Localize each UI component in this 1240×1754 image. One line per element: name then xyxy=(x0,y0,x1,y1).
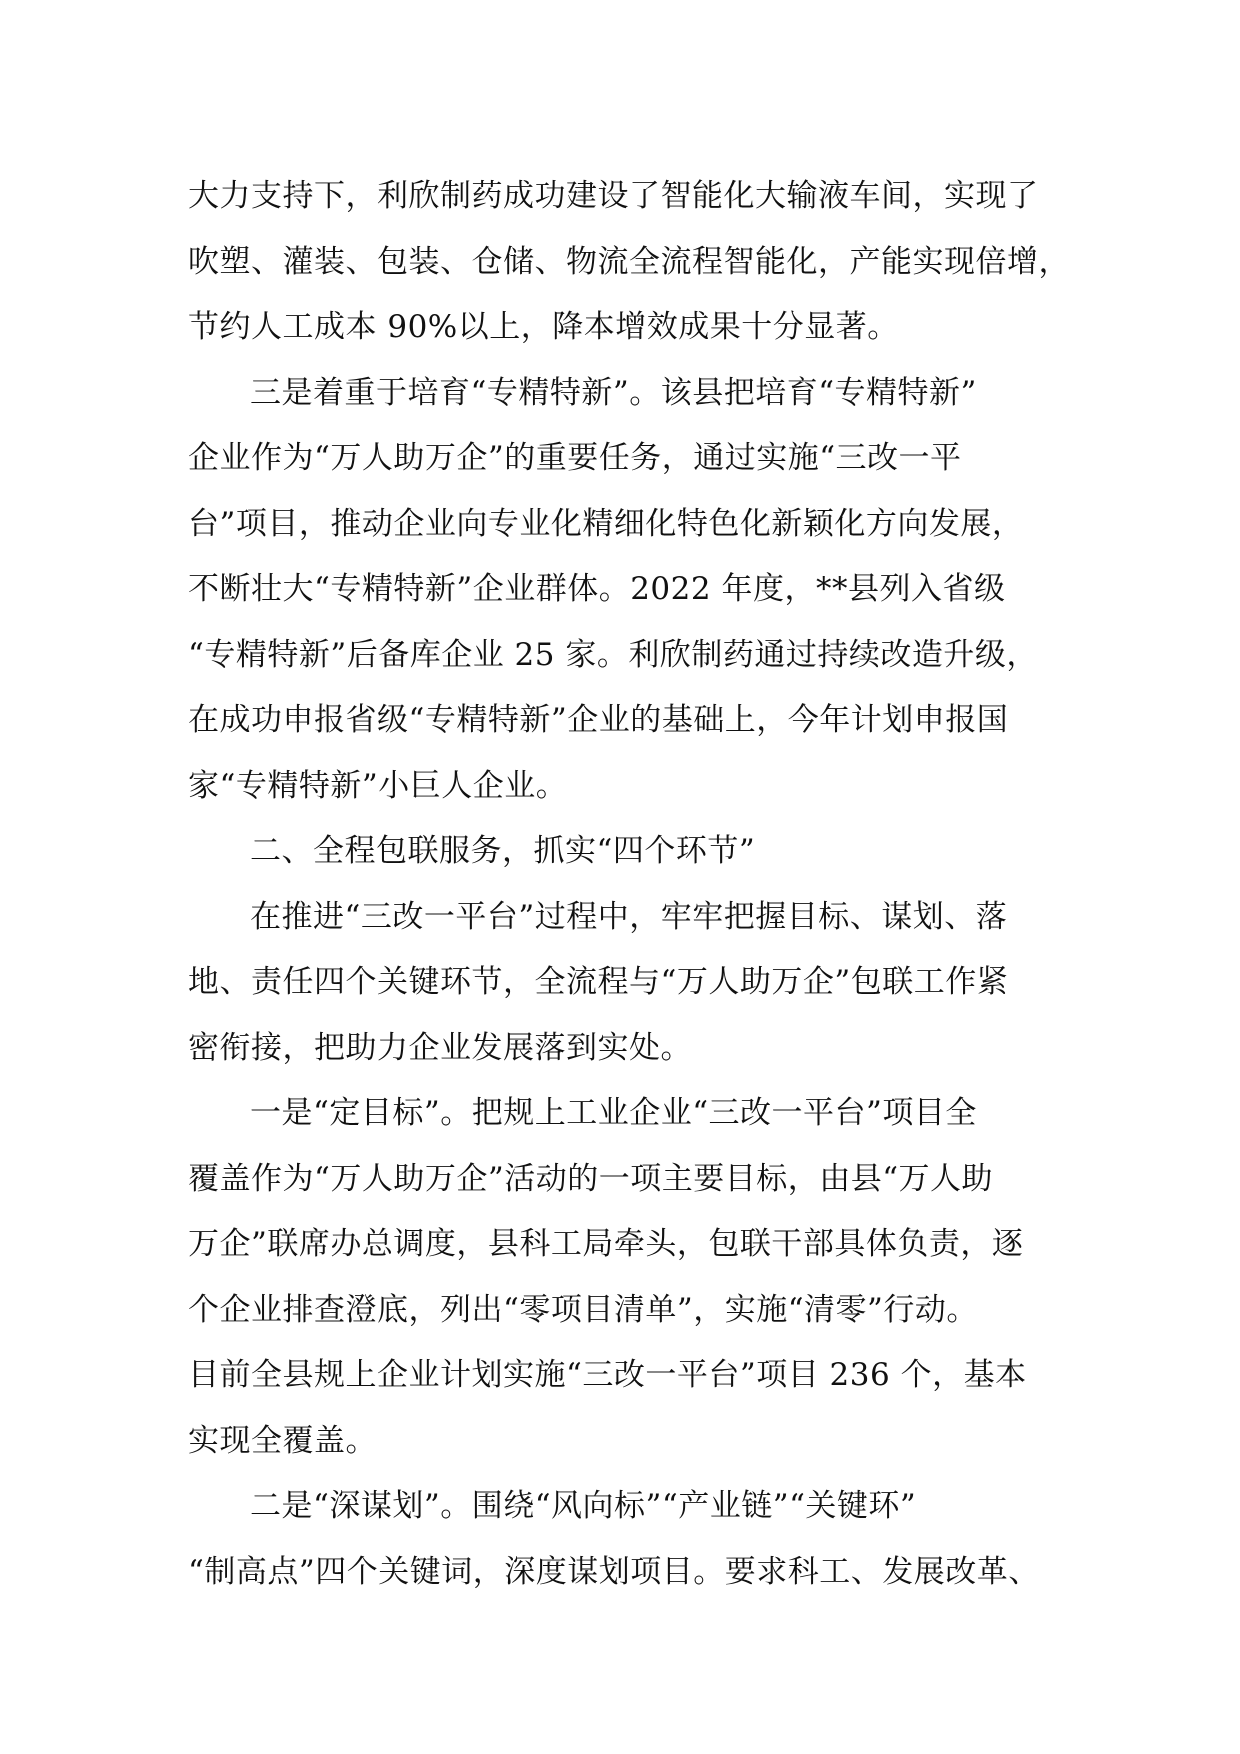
text-line-22: “制高点”四个关键词，深度谋划项目。要求科工、发展改革、 xyxy=(188,1553,1040,1590)
text-line-15: 一是“定目标”。把规上工业企业“三改一平台”项目全 xyxy=(250,1095,977,1131)
text-line-13: 地、责任四个关键环节，全流程与“万人助万企”包联工作紧 xyxy=(188,964,1009,1000)
text-line-12: 在推进“三改一平台”过程中，牢牢把握目标、谋划、落 xyxy=(250,898,1008,935)
text-line-8: “专精特新”后备库企业 25 家。利欣制药通过持续改造升级， xyxy=(188,636,1038,673)
text-line-21: 二是“深谋划”。围绕“风向标”“产业链”“关键环” xyxy=(250,1488,917,1524)
text-line-4: 三是着重于培育“专精特新”。该县把培育“专精特新” xyxy=(250,374,977,411)
text-line-16: 覆盖作为“万人助万企”活动的一项主要目标，由县“万人助 xyxy=(188,1160,994,1197)
text-line-14: 密衔接，把助力企业发展落到实处。 xyxy=(188,1029,692,1066)
text-line-19: 目前全县规上企业计划实施“三改一平台”项目 236 个，基本 xyxy=(188,1357,1027,1393)
text-line-20: 实现全覆盖。 xyxy=(188,1422,377,1459)
text-line-1: 大力支持下，利欣制药成功建设了智能化大输液车间，实现了 xyxy=(188,178,1039,214)
text-line-10: 家“专精特新”小巨人企业。 xyxy=(188,767,568,804)
text-line-3: 节约人工成本 90%以上，降本增效成果十分显著。 xyxy=(188,309,899,345)
text-line-9: 在成功申报省级“专精特新”企业的基础上，今年计划申报国 xyxy=(188,702,1009,738)
document-body xyxy=(188,164,1068,1605)
section-heading: 二、全程包联服务，抓实“四个环节” xyxy=(250,833,756,869)
text-line-17: 万企”联席办总调度，县科工局牵头，包联干部具体负责，逐 xyxy=(188,1226,1024,1262)
text-line-5: 企业作为“万人助万企”的重要任务，通过实施“三改一平 xyxy=(188,440,962,476)
text-line-18: 个企业排查澄底，列出“零项目清单”，实施“清零”行动。 xyxy=(188,1291,978,1328)
text-line-6: 台”项目，推动企业向专业化精细化特色化新颖化方向发展， xyxy=(188,505,1024,542)
text-line-2: 吹塑、灌装、包装、仓储、物流全流程智能化，产能实现倍增， xyxy=(188,243,1070,280)
text-line-7: 不断壮大“专精特新”企业群体。2022 年度，**县列入省级 xyxy=(188,571,1006,607)
